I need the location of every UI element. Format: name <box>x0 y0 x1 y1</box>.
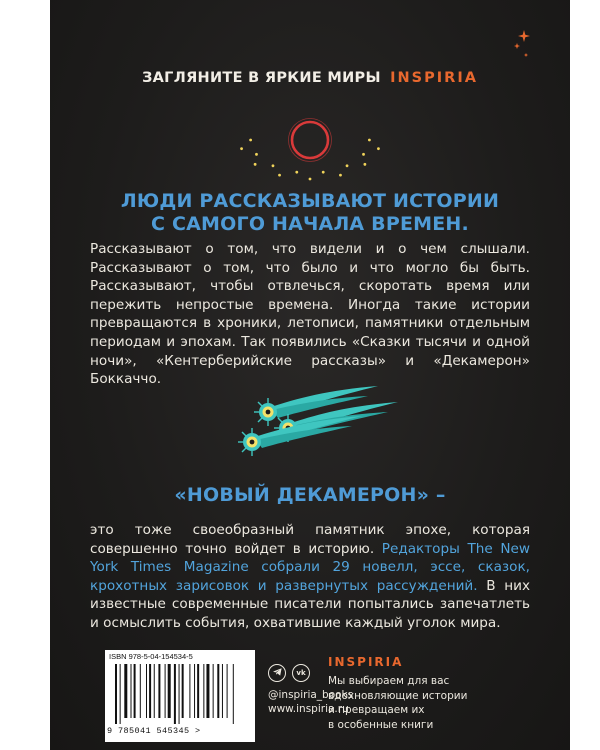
barcode-bar <box>120 664 121 724</box>
barcode-bar <box>197 664 199 718</box>
barcode <box>105 650 255 742</box>
heading-line-1: ЛЮДИ РАССКАЗЫВАЮТ ИСТОРИИ <box>120 190 500 212</box>
barcode-bar <box>227 664 228 718</box>
footer-line: вдохновляющие истории <box>328 689 468 702</box>
intro-paragraph: Рассказывают о том, что видели и о чем слышали. Рассказывают о том, что было и что могло бы быть. Рассказывают, чтобы отвлечься, скоротать время или пережить непростые времена. Иногда такие истории превращаются в хроники, летописи, памятники отдельным периодам и эпохам. Так появились «Сказки тысячи и одной ночи», «Кентерберийские рассказы» и «Декамерон» Боккаччо. <box>90 241 530 388</box>
eclipse-dot <box>362 153 365 156</box>
social-handle[interactable]: @inspiria_books <box>268 689 354 701</box>
telegram-icon[interactable] <box>268 664 286 682</box>
cover-background <box>50 0 570 750</box>
eclipse-dot <box>339 174 342 177</box>
barcode-bar <box>140 664 141 718</box>
vk-icon[interactable]: vk <box>292 664 310 682</box>
barcode-bars <box>115 664 245 724</box>
tagline <box>50 70 570 86</box>
barcode-bar <box>115 664 117 724</box>
eclipse-dot <box>278 174 281 177</box>
heading-line-2: С САМОГО НАЧАЛА ВРЕМЕН. <box>151 213 469 235</box>
tagline-brand: INSPIRIA <box>390 70 478 86</box>
tagline-text: ЗАГЛЯНИТЕ В ЯРКИЕ МИРЫ <box>142 70 381 86</box>
isbn-label: ISBN 978-5-04-154534-5 <box>109 652 193 661</box>
barcode-bar <box>217 664 219 718</box>
barcode-bar <box>149 664 151 718</box>
barcode-bar <box>194 664 195 718</box>
heading-people-tell-stories <box>50 190 570 236</box>
footer-brand: INSPIRIA <box>328 655 404 669</box>
barcode-bar <box>182 664 184 718</box>
eclipse-dot <box>249 139 252 142</box>
footer-line: и превращаем их <box>328 704 425 716</box>
eclipse-dot <box>272 164 275 167</box>
sparkle-stars-icon <box>512 30 532 67</box>
barcode-bar <box>189 664 190 718</box>
barcode-bar <box>213 664 214 718</box>
barcode-bar <box>124 664 127 718</box>
eclipse-dot <box>322 171 325 174</box>
website-link[interactable]: www.inspiria.ru <box>268 703 349 715</box>
barcode-bar <box>233 664 234 724</box>
eclipse-dot <box>309 178 312 181</box>
eclipse-dot <box>240 147 243 150</box>
barcode-bar <box>131 664 132 718</box>
footer-line: Мы выбираем для вас <box>328 675 450 687</box>
barcode-bar <box>179 664 180 724</box>
heading-new-decameron: «НОВЫЙ ДЕКАМЕРОН» – <box>174 484 446 506</box>
eclipse-dot <box>363 163 366 166</box>
eclipse-illustration-icon <box>230 108 390 192</box>
eclipse-dot <box>295 171 298 174</box>
eclipse-dot <box>254 163 257 166</box>
footer-slogan <box>328 674 498 732</box>
barcode-bar <box>134 664 136 718</box>
barcode-bar <box>158 664 160 718</box>
barcode-bar <box>168 664 171 718</box>
barcode-bar <box>174 664 176 724</box>
decameron-highlight: Редакторы The New York Times Magazine собрали 29 новелл, эссе, сказок, крохотных зарисовок и развернутых рассуждений. <box>90 540 530 594</box>
decameron-text-2: В них известные современные писатели попытались запечатлеть и осмыслить события, охватившие каждый уголок мира. <box>90 577 530 631</box>
comets-illustration-icon <box>230 380 410 464</box>
barcode-bar <box>222 664 223 718</box>
eclipse-dot <box>377 147 380 150</box>
barcode-bar <box>165 664 166 718</box>
eclipse-dot <box>255 153 258 156</box>
barcode-bar <box>206 664 209 718</box>
footer-line: в особенные книги <box>328 718 434 731</box>
barcode-bar <box>203 664 204 718</box>
decameron-paragraph <box>90 521 530 633</box>
eclipse-dot <box>368 139 371 142</box>
barcode-bar <box>146 664 147 718</box>
eclipse-dot <box>346 164 349 167</box>
barcode-digits: 9 785041 545345 > <box>107 726 201 736</box>
decameron-text-1: это тоже своеобразный памятник эпохе, которая совершенно точно войдет в историю. <box>90 522 530 557</box>
barcode-bar <box>154 664 155 718</box>
